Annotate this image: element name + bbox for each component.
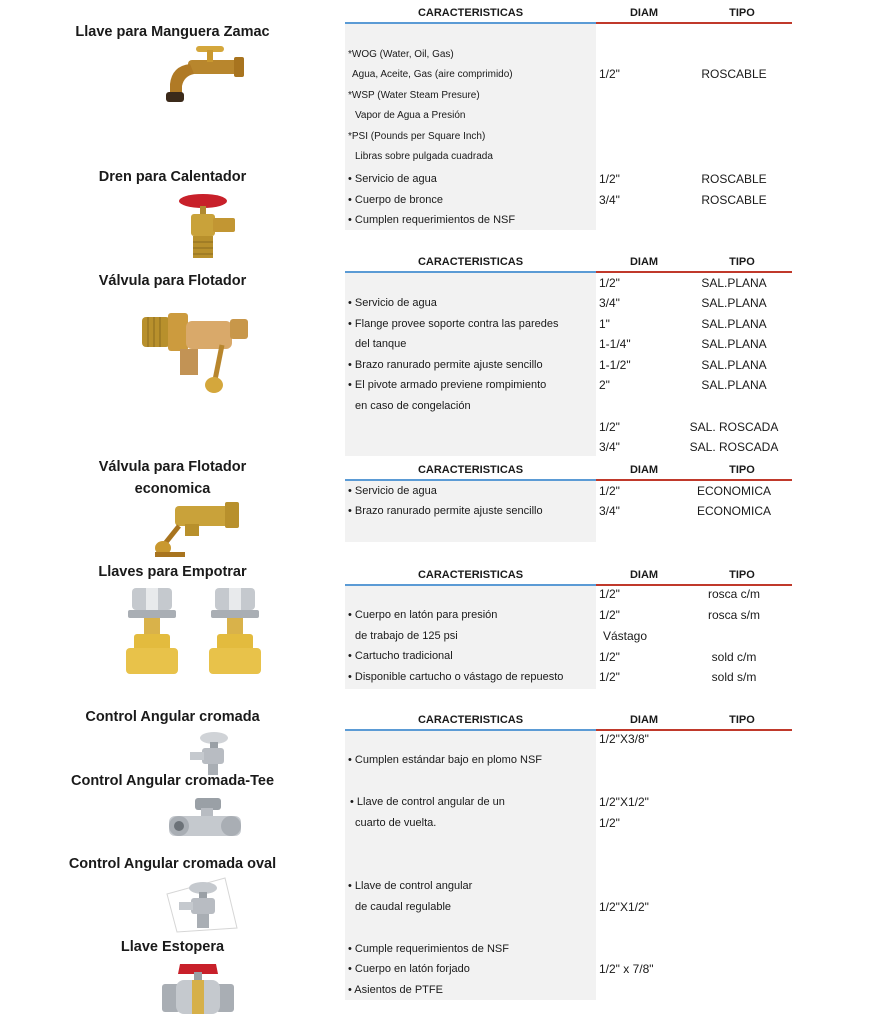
table-header-3 — [345, 251, 792, 273]
feature-line: de caudal regulable — [355, 901, 452, 913]
stop-valve-icon — [122, 586, 182, 680]
tipo-value: sold s/m — [711, 670, 757, 684]
header-rule-blue — [345, 729, 596, 731]
header-diam: DIAM — [629, 464, 659, 476]
table-header-4 — [345, 459, 792, 481]
tipo-value: SAL.PLANA — [701, 358, 767, 372]
angle-valve-icon — [188, 730, 233, 776]
feature-line: • Llave de control angular de un — [350, 796, 505, 808]
feature-line: Libras sobre pulgada cuadrada — [355, 151, 493, 162]
header-rule-blue — [345, 22, 596, 24]
tipo-value: SAL.PLANA — [701, 337, 767, 351]
diam-value: 3/4" — [599, 504, 620, 518]
header-diam: DIAM — [629, 714, 659, 726]
diam-value: 3/4" — [599, 296, 620, 310]
diam-value: 1/2" — [599, 587, 620, 601]
feature-line: • Flange provee soporte contra las paredes — [348, 318, 559, 330]
product-title: Control Angular cromada oval — [68, 856, 277, 872]
header-rule-red — [596, 22, 792, 24]
header-tipo: TIPO — [729, 256, 755, 268]
product-title-line2: economica — [134, 481, 211, 497]
header-rule-blue — [345, 479, 596, 481]
tipo-value: ROSCABLE — [701, 67, 767, 81]
feature-line: • Brazo ranurado permite ajuste sencillo — [348, 359, 543, 371]
feature-line: • Disponible cartucho o vástago de repuesto — [348, 671, 564, 683]
feature-line: • Cumple requerimientos de NSF — [348, 943, 509, 955]
feature-line: • El pivote armado previene rompimiento — [348, 379, 547, 391]
feature-line: • Servicio de agua — [348, 485, 437, 497]
header-caracteristicas: CARACTERISTICAS — [417, 569, 524, 581]
diam-value: 1/2" — [599, 172, 620, 186]
features-panel-6 — [345, 731, 596, 1000]
feature-line: • Servicio de agua — [348, 297, 437, 309]
diam-value: 1/2" — [599, 420, 620, 434]
diam-value: 1/2" x 7/8" — [599, 962, 654, 976]
feature-line: cuarto de vuelta. — [355, 817, 437, 829]
angle-valve-oval-icon — [165, 876, 240, 934]
tipo-value: SAL. ROSCADA — [689, 440, 779, 454]
product-title: Llave Estopera — [120, 939, 225, 955]
tipo-value: ECONOMICA — [696, 484, 771, 498]
product-title: Llaves para Empotrar — [98, 564, 247, 580]
header-tipo: TIPO — [729, 569, 755, 581]
tipo-value: ROSCABLE — [701, 172, 767, 186]
angle-valve-tee-icon — [165, 798, 245, 846]
feature-line: *WSP (Water Steam Presure) — [348, 90, 480, 101]
diam-value: 1/2" — [599, 484, 620, 498]
diam-value: 1/2" — [599, 816, 620, 830]
table-header-1 — [345, 2, 792, 24]
diam-value: 1/2"X1/2" — [599, 795, 649, 809]
feature-line: en caso de congelación — [355, 400, 471, 412]
header-diam: DIAM — [629, 569, 659, 581]
feature-line: *PSI (Pounds per Square Inch) — [348, 131, 486, 142]
diam-value: 3/4" — [599, 440, 620, 454]
feature-line: del tanque — [355, 338, 407, 350]
header-diam: DIAM — [629, 7, 659, 19]
diam-value: 1/2"X3/8" — [599, 732, 649, 746]
header-caracteristicas: CARACTERISTICAS — [417, 464, 524, 476]
header-rule-blue — [345, 584, 596, 586]
header-rule-red — [596, 584, 792, 586]
feature-line: Agua, Aceite, Gas (aire comprimido) — [352, 69, 513, 80]
product-title: Llave para Manguera Zamac — [75, 24, 270, 40]
table-header-5 — [345, 564, 792, 586]
feature-line: • Cartucho tradicional — [348, 650, 453, 662]
hose-bibb-faucet-icon — [160, 44, 245, 106]
diam-value: 1/2" — [599, 608, 620, 622]
feature-line: • Brazo ranurado permite ajuste sencillo — [348, 505, 543, 517]
tipo-value: rosca s/m — [707, 608, 760, 622]
product-title: Válvula para Flotador — [98, 459, 247, 475]
product-title: Control Angular cromada-Tee — [70, 773, 275, 789]
feature-line: • Asientos de PTFE — [348, 984, 443, 996]
diam-value: 1-1/4" — [599, 337, 631, 351]
feature-line: *WOG (Water, Oil, Gas) — [348, 49, 454, 60]
tipo-value: SAL.PLANA — [701, 276, 767, 290]
feature-line: Vapor de Agua a Presión — [355, 110, 466, 121]
product-title: Válvula para Flotador — [98, 273, 247, 289]
feature-line: • Cuerpo en latón forjado — [348, 963, 470, 975]
feature-line: • Llave de control angular — [348, 880, 473, 892]
tipo-value: SAL. ROSCADA — [689, 420, 779, 434]
header-rule-red — [596, 729, 792, 731]
diam-value: 1/2" — [599, 670, 620, 684]
float-valve-icon — [142, 305, 254, 400]
diam-value: 1" — [599, 317, 610, 331]
tipo-value: SAL.PLANA — [701, 317, 767, 331]
diam-value: 1/2" — [599, 276, 620, 290]
economy-float-valve-icon — [155, 502, 240, 558]
header-caracteristicas: CARACTERISTICAS — [417, 7, 524, 19]
feature-line: • Cumplen estándar bajo en plomo NSF — [348, 754, 543, 766]
ball-valve-icon — [160, 962, 235, 1018]
tipo-value: rosca c/m — [707, 587, 760, 601]
header-caracteristicas: CARACTERISTICAS — [417, 714, 524, 726]
diam-value: 3/4" — [599, 193, 620, 207]
feature-line: • Servicio de agua — [348, 173, 437, 185]
diam-value: 1/2" — [599, 650, 620, 664]
header-caracteristicas: CARACTERISTICAS — [417, 256, 524, 268]
feature-line: de trabajo de 125 psi — [355, 630, 458, 642]
header-tipo: TIPO — [729, 7, 755, 19]
feature-line: • Cumplen requerimientos de NSF — [348, 214, 516, 226]
tipo-value: SAL.PLANA — [701, 296, 767, 310]
tipo-value: ROSCABLE — [701, 193, 767, 207]
header-rule-blue — [345, 271, 596, 273]
header-rule-red — [596, 271, 792, 273]
product-title: Control Angular cromada — [85, 709, 260, 725]
tipo-value: ECONOMICA — [696, 504, 771, 518]
diam-value: 2" — [599, 378, 610, 392]
product-title: Dren para Calentador — [98, 169, 247, 185]
header-diam: DIAM — [629, 256, 659, 268]
diam-value: 1/2" — [599, 67, 620, 81]
header-rule-red — [596, 479, 792, 481]
feature-line: • Cuerpo de bronce — [348, 194, 443, 206]
header-tipo: TIPO — [729, 464, 755, 476]
tipo-value: SAL.PLANA — [701, 378, 767, 392]
drain-valve-icon — [175, 192, 240, 262]
table-header-6 — [345, 709, 792, 731]
header-tipo: TIPO — [729, 714, 755, 726]
diam-value: 1/2"X1/2" — [599, 900, 649, 914]
feature-line: • Cuerpo en latón para presión — [348, 609, 498, 621]
tipo-value: sold c/m — [711, 650, 757, 664]
stop-valve-icon — [205, 586, 265, 680]
diam-value: 1-1/2" — [599, 358, 631, 372]
diam-value: Vástago — [603, 629, 648, 643]
